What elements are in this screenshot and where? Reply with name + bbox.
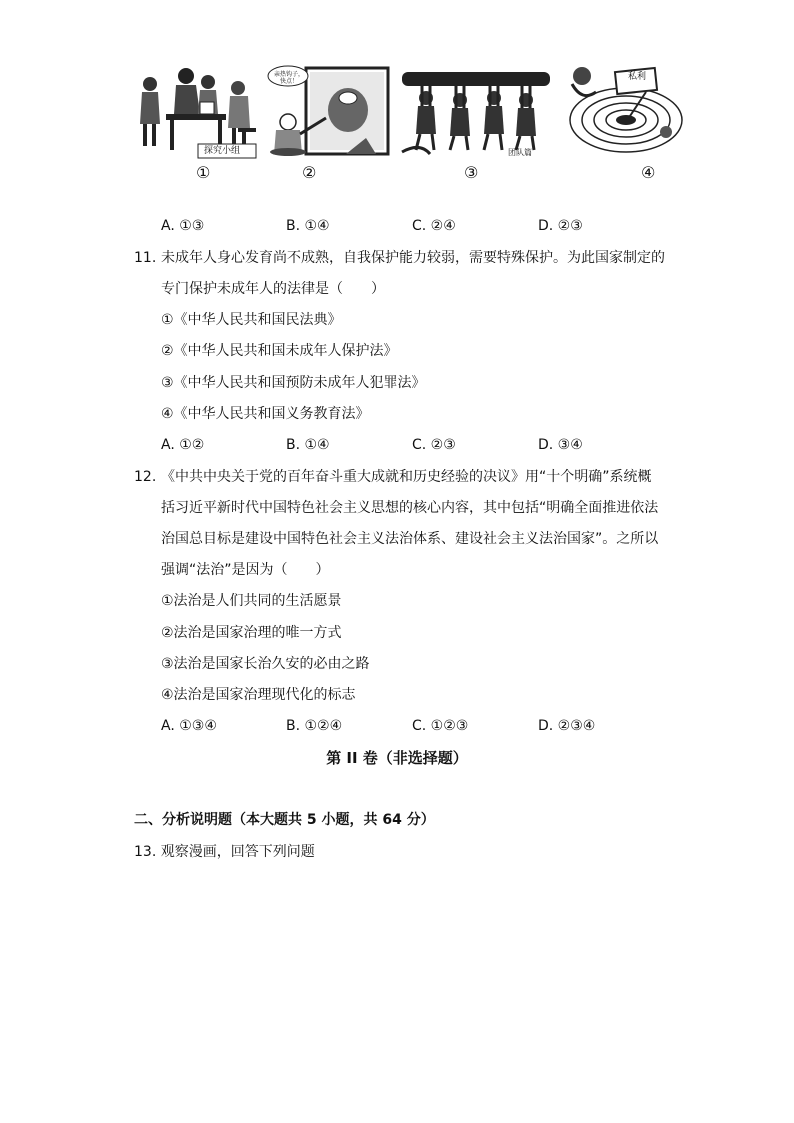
q11-item-1: ①《中华人民共和国民法典》: [161, 312, 342, 328]
q11-number: 11.: [134, 250, 157, 266]
q11-option-d: D. ③④: [538, 437, 583, 453]
q11-item-3: ③《中华人民共和国预防未成年人犯罪法》: [161, 375, 426, 391]
section-heading: 二、分析说明题（本大题共 5 小题，共 64 分）: [134, 812, 435, 828]
q11-option-c: C. ②③: [412, 437, 456, 453]
q11-stem-line-1: 未成年人身心发育尚不成熟，自我保护能力较弱，需要特殊保护。为此国家制定的: [161, 250, 665, 266]
cartoon-1: [138, 62, 258, 162]
cartoon-4-sign: 私利: [628, 72, 647, 82]
q10-option-d: D. ②③: [538, 218, 583, 234]
q12-item-4: ④法治是国家治理现代化的标志: [161, 687, 356, 703]
q12-option-d: D. ②③④: [538, 718, 596, 734]
q12-stem-line-2: 括习近平新时代中国特色社会主义思想的核心内容，其中包括“明确全面推进依法: [161, 500, 659, 516]
cartoon-3-label: 团队篇: [508, 148, 532, 157]
q11-option-b: B. ①④: [286, 437, 330, 453]
q12-option-c: C. ①②③: [412, 718, 469, 734]
q12-option-b: B. ①②④: [286, 718, 343, 734]
q12-stem-line-4: 强调“法治”是因为（ ）: [161, 562, 330, 578]
q10-option-a: A. ①③: [161, 218, 205, 234]
q12-stem-line-1: 《中共中央关于党的百年奋斗重大成就和历史经验的决议》用“十个明确”系统概: [161, 469, 652, 485]
cartoon-caption-1: ①: [196, 163, 211, 182]
part2-title: 第 II 卷（非选择题）: [326, 749, 468, 767]
cartoon-caption-4: ④: [641, 163, 656, 182]
cartoon-3: [400, 62, 552, 162]
q12-option-a: A. ①③④: [161, 718, 217, 734]
q12-number: 12.: [134, 469, 157, 485]
q12-item-1: ①法治是人们共同的生活愿景: [161, 593, 342, 609]
q12-stem-line-3: 治国总目标是建设中国特色社会主义法治体系、建设社会主义法治国家”。之所以: [161, 531, 659, 547]
q10-option-c: C. ②④: [412, 218, 456, 234]
cartoon-1-label: 探究小组: [204, 146, 241, 156]
cartoon-caption-2: ②: [302, 163, 317, 182]
cartoon-caption-3: ③: [464, 163, 479, 182]
q11-item-4: ④《中华人民共和国义务教育法》: [161, 406, 370, 422]
q12-item-2: ②法治是国家治理的唯一方式: [161, 625, 342, 641]
cartoon-2-callout: 亲热钩子，快点！: [273, 71, 304, 85]
cartoon-2: [266, 62, 392, 162]
cartoon-4: [566, 62, 692, 162]
q11-option-a: A. ①②: [161, 437, 205, 453]
q11-item-2: ②《中华人民共和国未成年人保护法》: [161, 343, 398, 359]
q12-item-3: ③法治是国家长治久安的必由之路: [161, 656, 370, 672]
q13-prompt: 13. 观察漫画，回答下列问题: [134, 844, 315, 860]
q10-option-b: B. ①④: [286, 218, 330, 234]
q11-stem-line-2: 专门保护未成年人的法律是（ ）: [161, 281, 385, 297]
